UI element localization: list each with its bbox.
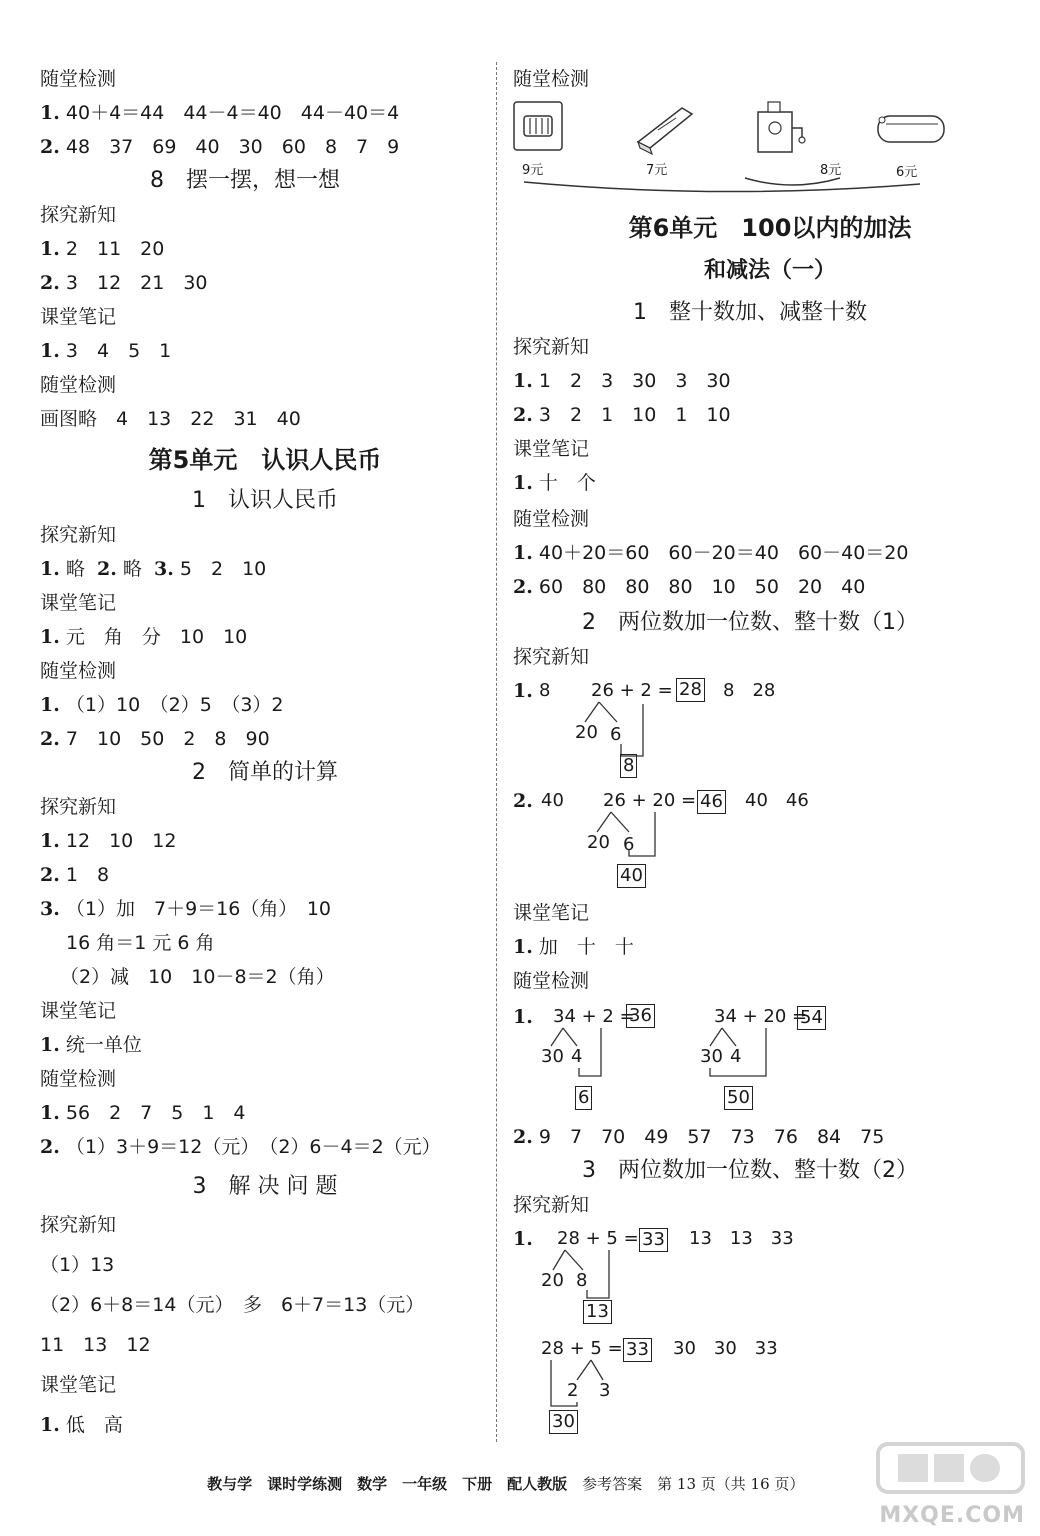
split-diagram (513, 1336, 833, 1436)
heading-suitang: 随堂检测 (513, 68, 590, 90)
equation: 26 + 2 = (591, 680, 673, 701)
page-footer (188, 1455, 804, 1512)
column-divider (496, 62, 497, 1442)
heading-tanjiu: 探究新知 (513, 646, 590, 668)
answer-box: 54 (797, 1006, 826, 1030)
item-number: 1. (40, 238, 60, 260)
item-number: 2. (513, 576, 533, 598)
item-number: 2. (40, 864, 60, 886)
item-number: 1. (40, 102, 60, 124)
heading-tanjiu: 探究新知 (40, 524, 117, 546)
answer-line (40, 862, 109, 888)
split-part-a: 30 (700, 1046, 723, 1067)
heading-tanjiu: 探究新知 (513, 336, 590, 358)
lead-answer: 8 (539, 680, 551, 701)
split-diagram (513, 1226, 833, 1326)
answer-line (40, 134, 399, 160)
split-lines (513, 678, 813, 778)
item-number: 1. (40, 1034, 60, 1056)
split-part-b: 6 (623, 834, 635, 855)
price-label: 8元 (820, 163, 842, 178)
watermark-logo (868, 1440, 1033, 1530)
matching-curves (510, 170, 930, 200)
item-number: 1. (40, 1102, 60, 1124)
item-number: 2. (40, 1136, 60, 1158)
answer-text: 60 80 80 80 10 50 20 40 (538, 576, 866, 598)
heading-suitang: 随堂检测 (40, 1068, 117, 1090)
answer-text: 3 12 21 30 (65, 272, 208, 294)
item-number: 1. (40, 626, 60, 648)
split-part-a: 20 (541, 1270, 564, 1291)
item-number: 1. (513, 680, 533, 702)
answer-box: 33 (623, 1338, 652, 1362)
answer-text: 3 4 5 1 (65, 340, 172, 362)
answer-text: 2 11 20 (65, 238, 165, 260)
heading-ketang: 课堂笔记 (40, 306, 117, 328)
answer-line: （2）减 10 10－8＝2（角） (60, 966, 335, 988)
equation: 34 + 20 = (714, 1006, 808, 1027)
item-number: 2. (40, 728, 60, 750)
item-number: 2. (513, 790, 533, 812)
section-title: 2 简单的计算 (192, 760, 338, 785)
answer-text: 3 2 1 10 1 10 (538, 404, 731, 426)
item-number: 1. (40, 340, 60, 362)
answer-line (513, 402, 731, 428)
heading-ketang: 课堂笔记 (513, 438, 590, 460)
answer-text: 40＋4＝44 44－4＝40 44－40＝4 (65, 102, 400, 124)
item-number: 2. (97, 558, 117, 580)
answer-text: 略 (65, 558, 85, 580)
answer-text: 40＋20＝60 60－20＝40 60－40＝20 (538, 542, 909, 564)
answer-line (40, 624, 247, 650)
trailing-answers: 13 13 33 (689, 1228, 794, 1249)
heading-ketang: 课堂笔记 (40, 1000, 117, 1022)
split-diagram (700, 1004, 860, 1114)
answer-line (40, 726, 270, 752)
split-diagram (513, 1004, 673, 1114)
item-number: 2. (513, 1126, 533, 1148)
item-number: 3. (40, 898, 60, 920)
answer-line: 画图略 4 13 22 31 40 (40, 408, 301, 430)
section-title: 1 认识人民币 (192, 488, 338, 513)
answer-line (40, 1134, 441, 1160)
pencil-case-icon (872, 98, 952, 162)
answer-text: 12 10 12 (65, 830, 177, 852)
answer-text: 9 7 70 49 57 73 76 84 75 (538, 1126, 885, 1148)
split-diagram (513, 678, 813, 778)
item-number: 1. (513, 1006, 533, 1028)
partial-sum-box: 50 (724, 1086, 753, 1110)
partial-sum-box: 30 (549, 1410, 578, 1434)
answer-text: 56 2 7 5 1 4 (65, 1102, 246, 1124)
footer-answers: 参考答案 (582, 1475, 643, 1493)
heading-suitang: 随堂检测 (40, 374, 117, 396)
watermark-text: MXQE.COM (879, 1503, 1025, 1528)
answer-line (513, 470, 596, 496)
answer-line (40, 692, 284, 718)
unit-title: 第5单元 认识人民币 (148, 446, 382, 474)
split-part-a: 20 (587, 832, 610, 853)
heading-tanjiu: 探究新知 (40, 204, 117, 226)
stapler-icon (630, 98, 700, 162)
split-part-a: 30 (541, 1046, 564, 1067)
split-part-b: 3 (599, 1380, 611, 1401)
section-title: 2 两位数加一位数、整十数（1） (582, 610, 918, 635)
split-part-a: 2 (567, 1380, 579, 1401)
footer-brand: 教与学 课时学练测 数学 一年级 下册 配人教版 (207, 1475, 568, 1493)
heading-ketang: 课堂笔记 (513, 902, 590, 924)
answer-line (513, 574, 865, 600)
answer-line: 11 13 12 (40, 1334, 151, 1356)
pencil-sharpener-icon (750, 98, 810, 162)
answer-text: （1）3＋9＝12（元） （2）6－4＝2（元） (65, 1136, 441, 1158)
watermark-icon (868, 1440, 1033, 1510)
partial-sum-box: 40 (617, 864, 646, 888)
price-label: 7元 (646, 163, 668, 178)
answer-box: 33 (639, 1228, 668, 1252)
item-number: 1. (513, 472, 533, 494)
item-number: 1. (513, 936, 533, 958)
answer-text: 48 37 69 40 30 60 8 7 9 (65, 136, 400, 158)
item-number: 1. (40, 830, 60, 852)
item-number: 1. (40, 694, 60, 716)
item-number: 1. (40, 558, 60, 580)
answer-line (40, 338, 171, 364)
answer-line (40, 236, 164, 262)
unit-subtitle: 和减法（一） (703, 258, 836, 283)
split-part-b: 8 (576, 1270, 588, 1291)
page-number: 第 13 页（共 16 页） (657, 1475, 805, 1493)
answer-box: 46 (697, 790, 726, 814)
answer-text: 加 十 十 (538, 936, 634, 958)
answer-line (40, 828, 176, 854)
item-number: 1. (40, 1414, 60, 1436)
answer-text: 统一单位 (65, 1034, 142, 1056)
section-title: 1 整十数加、减整十数 (633, 300, 867, 325)
answer-line (40, 896, 331, 922)
item-number: 2. (40, 272, 60, 294)
answer-line (40, 556, 266, 582)
section-title: 3 解 决 问 题 (192, 1174, 338, 1199)
heading-tanjiu: 探究新知 (40, 1214, 117, 1236)
split-lines (513, 1004, 673, 1114)
item-number: 2. (513, 404, 533, 426)
heading-tanjiu: 探究新知 (40, 796, 117, 818)
section-title: 3 两位数加一位数、整十数（2） (582, 1158, 918, 1183)
equation: 26 + 20 = (603, 790, 697, 811)
answer-line (40, 1100, 246, 1126)
equation: 28 + 5 = (557, 1228, 639, 1249)
answer-text: （1）加 7＋9＝16（角） 10 (65, 898, 332, 920)
heading-ketang: 课堂笔记 (40, 1374, 117, 1396)
answer-line (513, 368, 731, 394)
answer-text: 7 10 50 2 8 90 (65, 728, 270, 750)
item-number: 1. (513, 542, 533, 564)
answer-text: 十 个 (538, 472, 596, 494)
heading-suitang: 随堂检测 (513, 508, 590, 530)
split-part-b: 4 (730, 1046, 742, 1067)
answer-line (513, 1124, 884, 1150)
answer-text: 1 8 (65, 864, 110, 886)
item-number: 1. (513, 1228, 533, 1250)
answer-line (513, 934, 634, 960)
split-lines (513, 788, 833, 888)
answer-line (40, 1412, 123, 1438)
heading-suitang: 随堂检测 (40, 660, 117, 682)
heading-ketang: 课堂笔记 (40, 592, 117, 614)
equation: 34 + 2 = (553, 1006, 635, 1027)
partial-sum-box: 13 (583, 1300, 612, 1324)
answer-box: 28 (676, 678, 705, 702)
split-part-b: 6 (610, 724, 622, 745)
heading-suitang: 随堂检测 (40, 68, 117, 90)
answer-line (40, 1032, 142, 1058)
answer-box: 36 (626, 1004, 655, 1028)
answer-line: 16 角＝1 元 6 角 (66, 932, 215, 954)
answer-text: 元 角 分 10 10 (65, 626, 248, 648)
trailing-answers: 8 28 (723, 680, 776, 701)
split-part-a: 20 (575, 722, 598, 743)
section-title: 8 摆一摆，想一想 (150, 168, 340, 193)
equation: 28 + 5 = (541, 1338, 623, 1359)
answer-line (40, 100, 399, 126)
price-label: 6元 (896, 165, 918, 180)
trailing-answers: 30 30 33 (673, 1338, 778, 1359)
heading-suitang: 随堂检测 (513, 970, 590, 992)
item-number: 2. (40, 136, 60, 158)
answer-line (513, 540, 908, 566)
split-part-b: 4 (571, 1046, 583, 1067)
answer-line: （2）6＋8＝14（元） 多 6＋7＝13（元） (40, 1294, 425, 1316)
answer-text: 低 高 (65, 1414, 123, 1436)
price-label: 9元 (522, 163, 544, 178)
heading-tanjiu: 探究新知 (513, 1194, 590, 1216)
partial-sum-box: 6 (575, 1086, 592, 1110)
answer-text: 1 2 3 30 3 30 (538, 370, 731, 392)
answer-line: （1）13 (40, 1254, 115, 1276)
answer-text: （1）10 （2）5 （3）2 (65, 694, 284, 716)
unit-title: 第6单元 100以内的加法 (628, 214, 912, 242)
split-diagram (513, 788, 833, 888)
item-number: 3. (154, 558, 174, 580)
item-number: 1. (513, 370, 533, 392)
lead-answer: 40 (541, 790, 564, 811)
partial-sum-box: 8 (620, 754, 637, 778)
answer-line (40, 270, 208, 296)
answer-text: 5 2 10 (179, 558, 267, 580)
piggy-bank-icon (510, 98, 570, 162)
answer-text: 略 (122, 558, 142, 580)
trailing-answers: 40 46 (745, 790, 809, 811)
